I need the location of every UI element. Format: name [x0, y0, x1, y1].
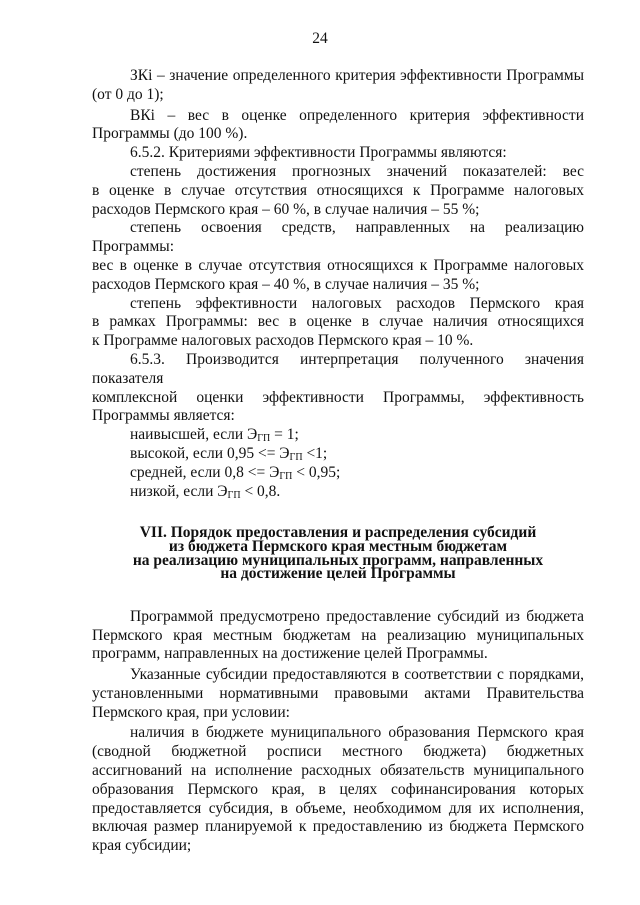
level-low-subscript: ГП: [227, 489, 241, 501]
level-high: [92, 445, 584, 464]
level-medium-subscript: ГП: [279, 470, 293, 482]
criterion-2-line2: вес в оценке в случае отсутствия относящихся к Программе налоговых: [92, 256, 584, 274]
section-heading: [92, 524, 584, 583]
paragraph-1-line3: программ, направленных на достижение целей Программы.: [92, 645, 488, 663]
paragraph-3-line4: образования Пермского края, в целях софинансирования которых: [92, 780, 584, 798]
level-medium-value: < 0,95;: [292, 463, 341, 481]
paragraph-2-line2: установленными нормативными правовыми актами Правительства: [92, 684, 584, 702]
paragraph-1-line1: Программой предусмотрено предоставление субсидий из бюджета: [130, 607, 584, 625]
level-low-value: < 0,8.: [240, 482, 281, 500]
level-highest: [92, 426, 584, 445]
paragraph-1-line2: Пермского края местным бюджетам на реализацию муниципальных: [92, 626, 584, 644]
criterion-2-line3: расходов Пермского края – 40 %, в случае наличия – 35 %;: [92, 275, 480, 293]
criteria-intro: 6.5.2. Критериями эффективности Программы являются:: [130, 144, 507, 162]
level-medium: [92, 464, 584, 483]
level-high-subscript: ГП: [289, 451, 303, 463]
interpretation-line3: Программы является:: [92, 407, 235, 425]
document-body: [92, 67, 584, 856]
criterion-3-line1: степень эффективности налоговых расходов Пермского края: [130, 294, 584, 312]
level-low: [92, 483, 584, 502]
interpretation-line2: комплексной оценки эффективности Программы, эффективность: [92, 388, 584, 406]
paragraph-3-line5: предоставляется субсидия, в объеме, необходимом для их исполнения,: [92, 799, 584, 817]
page-number: 24: [312, 30, 328, 47]
paragraph-3-line2: (сводной бюджетной росписи местного бюджета) бюджетных: [92, 743, 584, 761]
level-high-value: <1;: [302, 444, 328, 462]
criterion-1-line3: расходов Пермского края – 60 %, в случае наличия – 55 %;: [92, 200, 480, 218]
paragraph-2-line3: Пермского края, при условии:: [92, 703, 290, 721]
paragraph-3-line6: включая размер планируемой к предоставлению из бюджета Пермского: [92, 818, 584, 836]
level-low-text: низкой, если Э: [130, 482, 228, 500]
criterion-1-line1: степень достижения прогнозных значений показателей: вес: [130, 162, 584, 180]
level-high-text: высокой, если 0,95 <= Э: [130, 444, 290, 462]
definition-zki-line1: ЗКi – значение определенного критерия эффективности Программы: [130, 67, 584, 84]
paragraph-3-line1: наличия в бюджете муниципального образования Пермского края: [130, 724, 584, 742]
definition-vki-line2: Программы (до 100 %).: [92, 125, 248, 143]
section-heading-line2: из бюджета Пермского края местным бюджетам: [168, 537, 508, 555]
level-highest-value: = 1;: [270, 426, 299, 444]
criterion-3-line2: в рамках Программы: вес в оценке в случае наличия относящихся: [92, 313, 584, 331]
criterion-2-line1: степень освоения средств, направленных на реализацию Программы:: [92, 219, 584, 256]
level-highest-subscript: ГП: [257, 433, 271, 445]
paragraph-3-line3: ассигнований на исполнение расходных обязательств муниципального: [92, 762, 584, 780]
section-heading-line3: на реализацию муниципальных программ, направленных: [132, 551, 544, 569]
criterion-3-line3: к Программе налоговых расходов Пермского края – 10 %.: [92, 332, 474, 350]
criterion-1-line2: в оценке в случае отсутствия относящихся к Программе налоговых: [92, 181, 584, 199]
section-heading-line1: VII. Порядок предоставления и распределения субсидий: [139, 524, 537, 542]
interpretation-line1: 6.5.3. Производится интерпретация полученного значения показателя: [92, 350, 584, 387]
level-medium-text: средней, если 0,8 <= Э: [130, 463, 280, 481]
definition-zki-line2: (от 0 до 1);: [92, 85, 164, 103]
paragraph-3-line7: края субсидии;: [92, 837, 192, 855]
section-heading-line4: на достижение целей Программы: [220, 565, 456, 583]
definition-vki-line1: ВКi – вес в оценке определенного критерия эффективности: [130, 106, 584, 124]
level-highest-text: наивысшей, если Э: [130, 426, 258, 444]
paragraph-2-line1: Указанные субсидии предоставляются в соответствии с порядками,: [130, 666, 584, 684]
